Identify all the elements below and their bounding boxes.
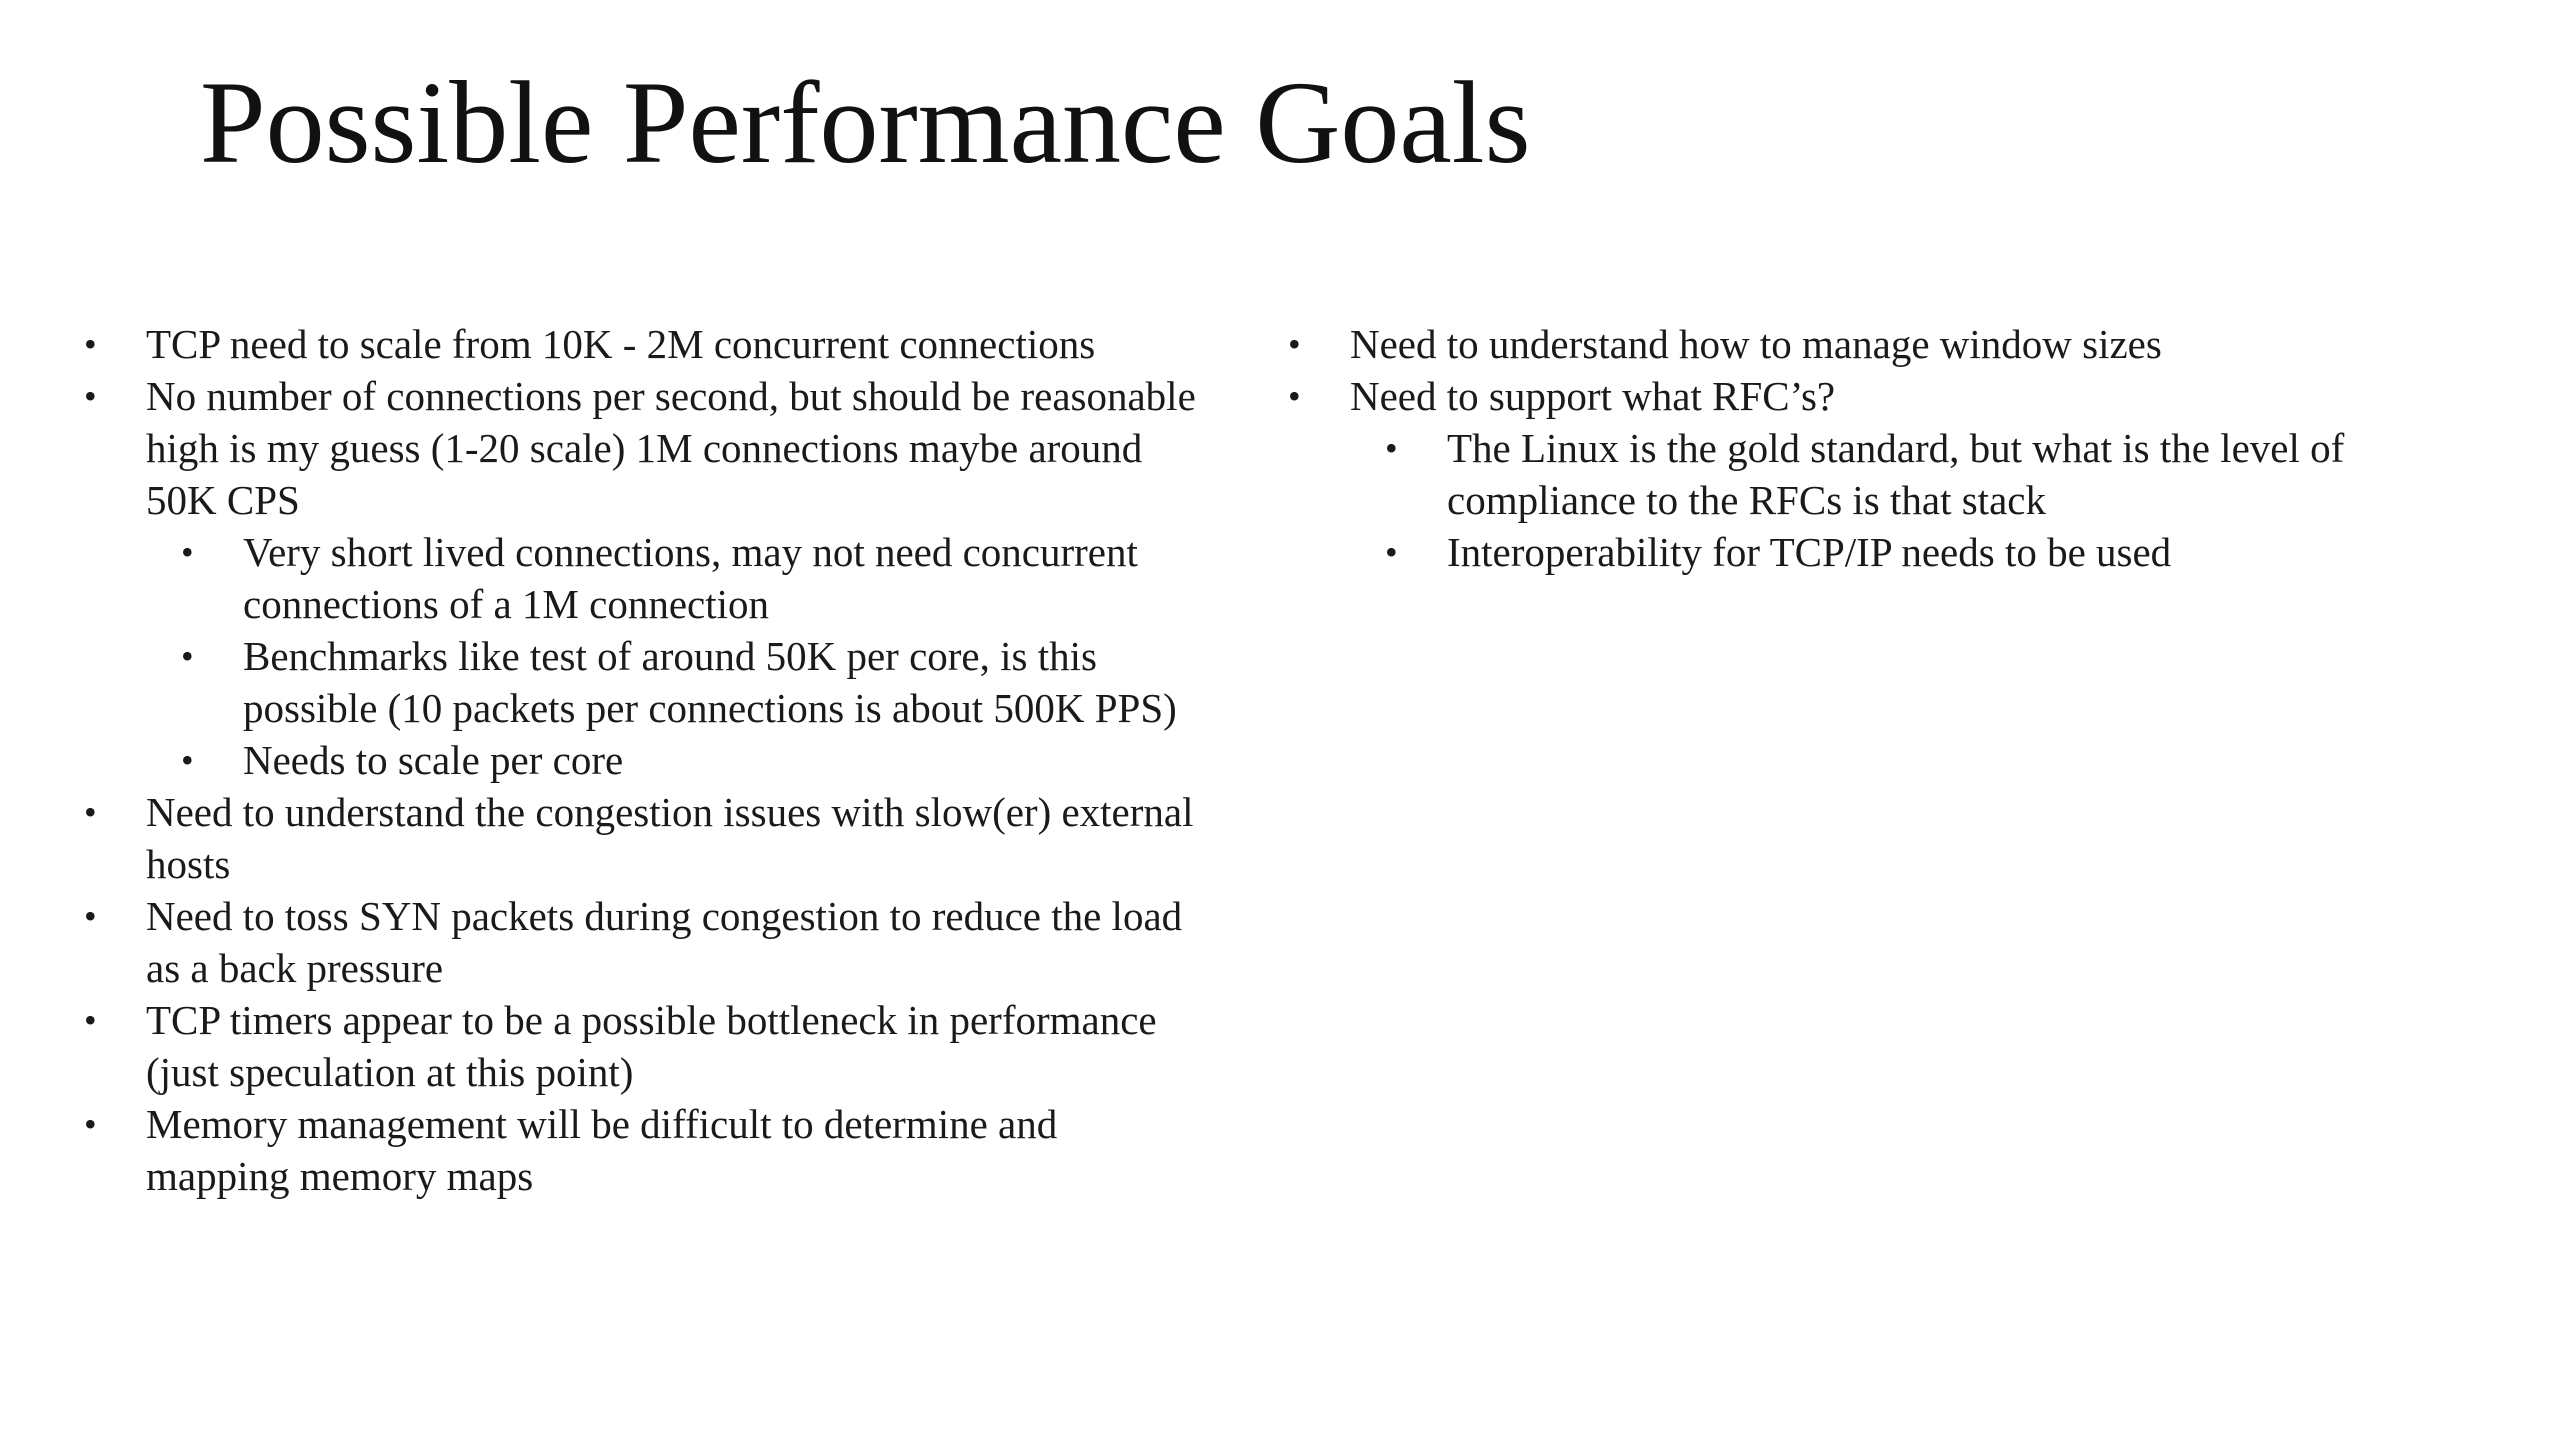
bullet-item: [1282, 318, 2512, 370]
bullet-text: TCP need to scale from 10K - 2M concurrent connections: [146, 321, 1096, 367]
bullet-icon: •: [84, 1000, 97, 1040]
sub-bullet-text: Interoperability for TCP/IP needs to be used: [1447, 529, 2172, 575]
bullet-icon: •: [84, 896, 97, 936]
bullet-item: [78, 318, 1208, 370]
bullet-text: Need to understand the congestion issues with slow(er) external hosts: [146, 789, 1194, 887]
bullet-icon: •: [1288, 324, 1301, 364]
left-column: [78, 318, 1208, 1202]
bullet-icon: •: [1385, 428, 1398, 468]
sub-bullet-item: [1379, 422, 2512, 526]
bullet-text: No number of connections per second, but should be reasonable high is my guess (1-20 scale) 1M connections maybe around 50K CPS: [146, 373, 1196, 523]
sub-bullet-text: Benchmarks like test of around 50K per core, is this possible (10 packets per connections is about 500K PPS): [243, 633, 1177, 731]
bullet-icon: •: [181, 740, 194, 780]
sub-bullet-text: Needs to scale per core: [243, 737, 624, 783]
bullet-text: Memory management will be difficult to determine and mapping memory maps: [146, 1101, 1058, 1199]
sub-bullet-item: [1379, 526, 2512, 578]
left-sub-bullet-list: [175, 526, 1208, 786]
bullet-text: Need to support what RFC’s?: [1350, 373, 1836, 419]
bullet-text: Need to toss SYN packets during congestion to reduce the load as a back pressure: [146, 893, 1183, 991]
bullet-item: [78, 786, 1208, 890]
bullet-item: [78, 890, 1208, 994]
left-bullet-list-continued: [78, 786, 1208, 1202]
bullet-icon: •: [84, 792, 97, 832]
left-bullet-list: [78, 318, 1208, 526]
bullet-icon: •: [84, 1104, 97, 1144]
bullet-item: [1282, 370, 2512, 422]
bullet-text: Need to understand how to manage window sizes: [1350, 321, 2162, 367]
bullet-icon: •: [1288, 376, 1301, 416]
slide-title: Possible Performance Goals: [200, 57, 1531, 188]
sub-bullet-item: [175, 734, 1208, 786]
bullet-text: TCP timers appear to be a possible bottleneck in performance (just speculation at this point): [146, 997, 1157, 1095]
bullet-item: [78, 1098, 1208, 1202]
right-bullet-list: [1282, 318, 2512, 422]
bullet-icon: •: [181, 636, 194, 676]
bullet-icon: •: [84, 324, 97, 364]
bullet-icon: •: [181, 532, 194, 572]
right-column: [1282, 318, 2512, 578]
bullet-icon: •: [84, 376, 97, 416]
bullet-item: [78, 370, 1208, 526]
bullet-item: [78, 994, 1208, 1098]
bullet-icon: •: [1385, 532, 1398, 572]
sub-bullet-text: The Linux is the gold standard, but what is the level of compliance to the RFCs is that stack: [1447, 425, 2345, 523]
sub-bullet-text: Very short lived connections, may not need concurrent connections of a 1M connection: [243, 529, 1138, 627]
right-sub-bullet-list: [1379, 422, 2512, 578]
sub-bullet-item: [175, 526, 1208, 630]
sub-bullet-item: [175, 630, 1208, 734]
